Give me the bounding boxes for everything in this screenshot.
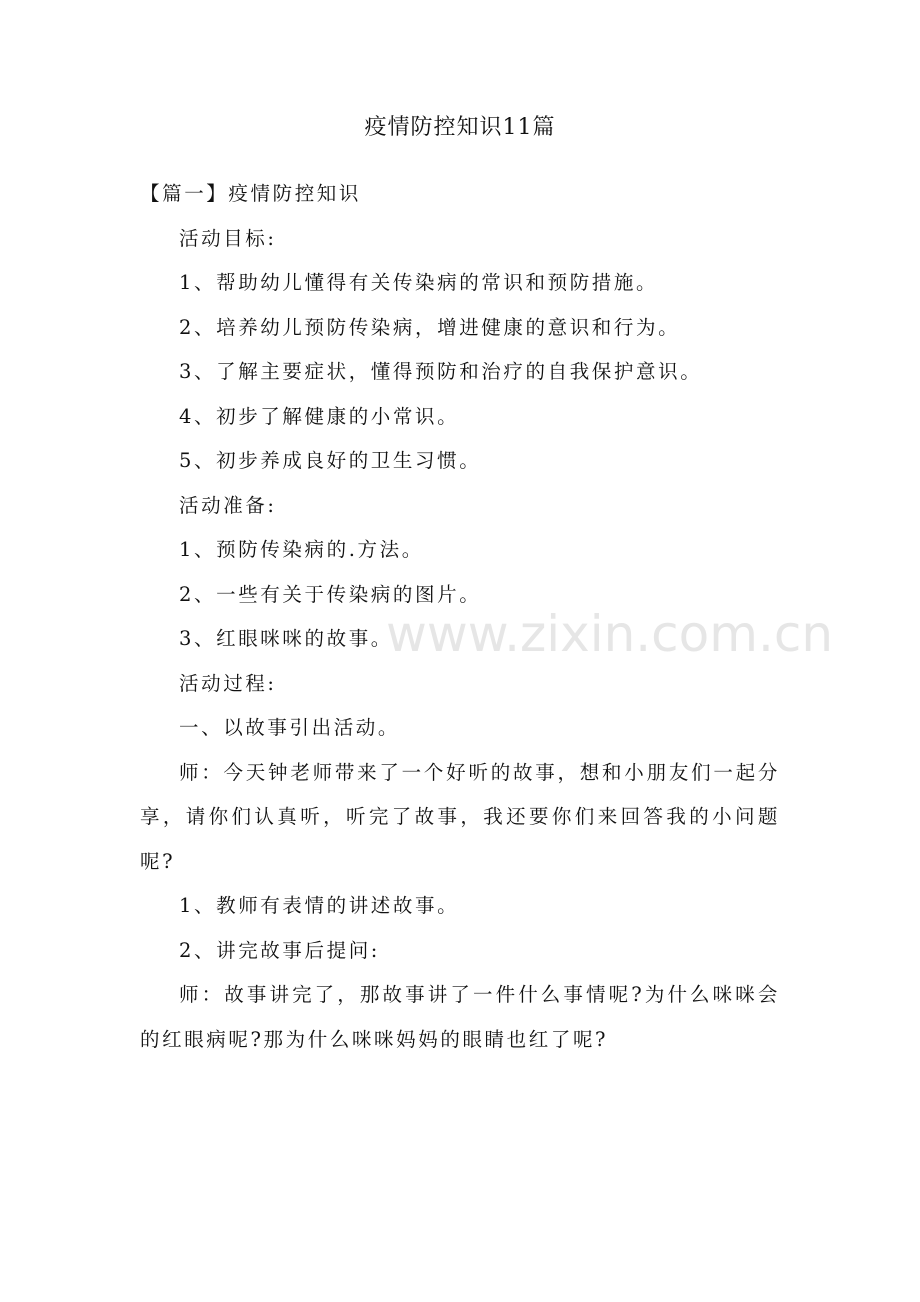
paragraph-teacher-intro: 师：今天钟老师带来了一个好听的故事，想和小朋友们一起分享，请你们认真听，听完了故事，我还要你们来回答我的小问题呢? — [140, 760, 780, 873]
document-title: 疫情防控知识11篇 — [364, 115, 556, 140]
paragraph-preparation-3: 3、红眼咪咪的故事。 — [179, 627, 393, 650]
paragraph-preparation-2: 2、一些有关于传染病的图片。 — [179, 582, 482, 606]
document-body — [140, 172, 780, 1062]
paragraph-process-item-1: 1、教师有表情的讲述故事。 — [179, 894, 460, 917]
paragraph-goal-2: 2、培养幼儿预防传染病，增进健康的意识和行为。 — [179, 315, 681, 339]
section-heading: 【篇一】疫情防控知识 — [140, 182, 362, 205]
paragraph-process-step-1: 一、以故事引出活动。 — [179, 716, 401, 739]
paragraph-activity-goals-heading: 活动目标: — [179, 226, 277, 250]
paragraph-process-heading: 活动过程: — [179, 671, 277, 695]
paragraph-goal-1: 1、帮助幼儿懂得有关传染病的常识和预防措施。 — [179, 271, 659, 294]
paragraph-preparation-1: 1、预防传染病的.方法。 — [179, 538, 424, 561]
paragraph-preparation-heading: 活动准备: — [179, 493, 277, 517]
paragraph-goal-5: 5、初步养成良好的卫生习惯。 — [179, 449, 482, 472]
paragraph-process-item-2: 2、讲完故事后提问: — [179, 938, 380, 962]
paragraph-goal-3: 3、了解主要症状，懂得预防和治疗的自我保护意识。 — [179, 360, 703, 383]
paragraph-teacher-questions: 师：故事讲完了，那故事讲了一件什么事情呢?为什么咪咪会的红眼病呢?那为什么咪咪妈妈的眼睛也红了呢? — [140, 983, 780, 1051]
paragraph-goal-4: 4、初步了解健康的小常识。 — [179, 404, 460, 428]
watermark-text: www.zixin.com.cn — [386, 605, 834, 663]
